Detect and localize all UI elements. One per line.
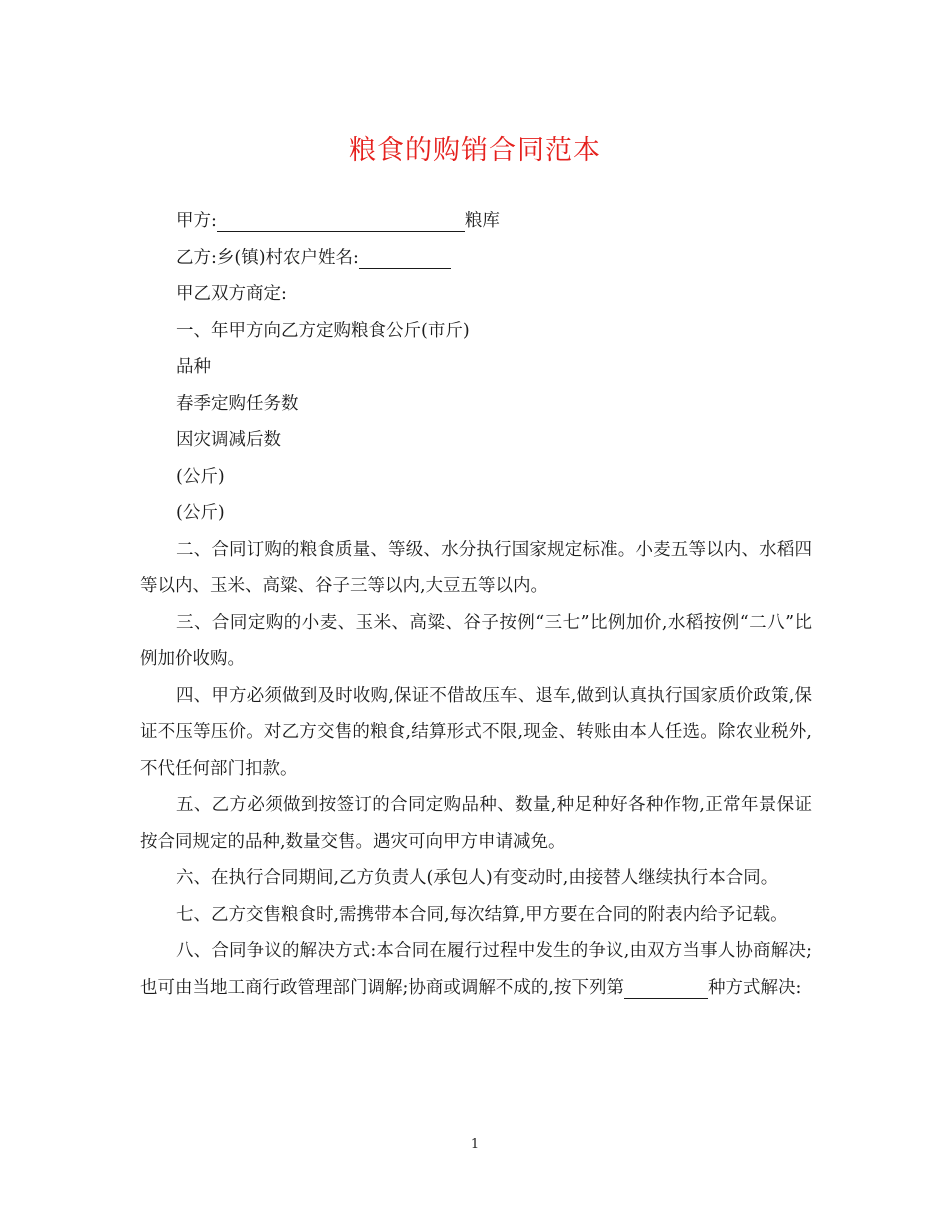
party-b-line <box>140 240 812 277</box>
party-a-line <box>140 203 812 240</box>
clause-2: 二、合同订购的粮食质量、等级、水分执行国家规定标准。小麦五等以内、水稻四等以内、玉米、高粱、谷子三等以内,大豆五等以内。 <box>140 539 812 596</box>
agreed-line: 甲乙双方商定: <box>176 284 287 304</box>
table-line-spring-quota: 春季定购任务数 <box>176 393 299 414</box>
party-a-blank <box>217 209 465 232</box>
clause-5: 五、乙方必须做到按签订的合同定购品种、数量,种足种好各种作物,正常年景保证按合同规定的品种,数量交售。遇灾可向甲方申请减免。 <box>140 795 812 852</box>
document-body <box>140 203 812 1006</box>
party-a-suffix: 粮库 <box>464 211 500 231</box>
party-a-label: 甲方: <box>176 211 217 231</box>
table-line-variety: 品种 <box>176 357 211 377</box>
clause-7: 七、乙方交售粮食时,需携带本合同,每次结算,甲方要在合同的附表内给予记载。 <box>176 904 788 925</box>
page-title: 粮食的购销合同范本 <box>349 135 601 166</box>
table-line-disaster-adjusted: 因灾调减后数 <box>176 430 281 450</box>
page-number: 1 <box>470 1137 480 1152</box>
clause-8-text: 八、合同争议的解决方式:本合同在履行过程中发生的争议,由双方当事人协商解决;也可由当地工商行政管理部门调解;协商或调解不成的,按下列第 <box>140 941 812 998</box>
clause-8-blank <box>624 976 708 999</box>
party-b-label: 乙方:乡(镇)村农户姓名: <box>176 247 359 268</box>
clause-4: 四、甲方必须做到及时收购,保证不借故压车、退车,做到认真执行国家质价政策,保证不压等压价。对乙方交售的粮食,结算形式不限,现金、转账由本人任选。除农业税外,不代任何部门扣款。 <box>140 685 812 779</box>
table-line-unit-2: (公斤) <box>176 503 225 523</box>
clause-8 <box>140 933 812 1006</box>
party-b-blank <box>359 246 451 269</box>
clause-6: 六、在执行合同期间,乙方负责人(承包人)有变动时,由接替人继续执行本合同。 <box>176 868 779 888</box>
clause-1: 一、年甲方向乙方定购粮食公斤(市斤) <box>176 320 470 341</box>
clause-8-suffix: 种方式解决: <box>707 977 802 998</box>
table-line-unit-1: (公斤) <box>176 466 225 487</box>
clause-3: 三、合同定购的小麦、玉米、高粱、谷子按例“三七”比例加价,水稻按例“二八”比例加价收购。 <box>140 612 812 669</box>
